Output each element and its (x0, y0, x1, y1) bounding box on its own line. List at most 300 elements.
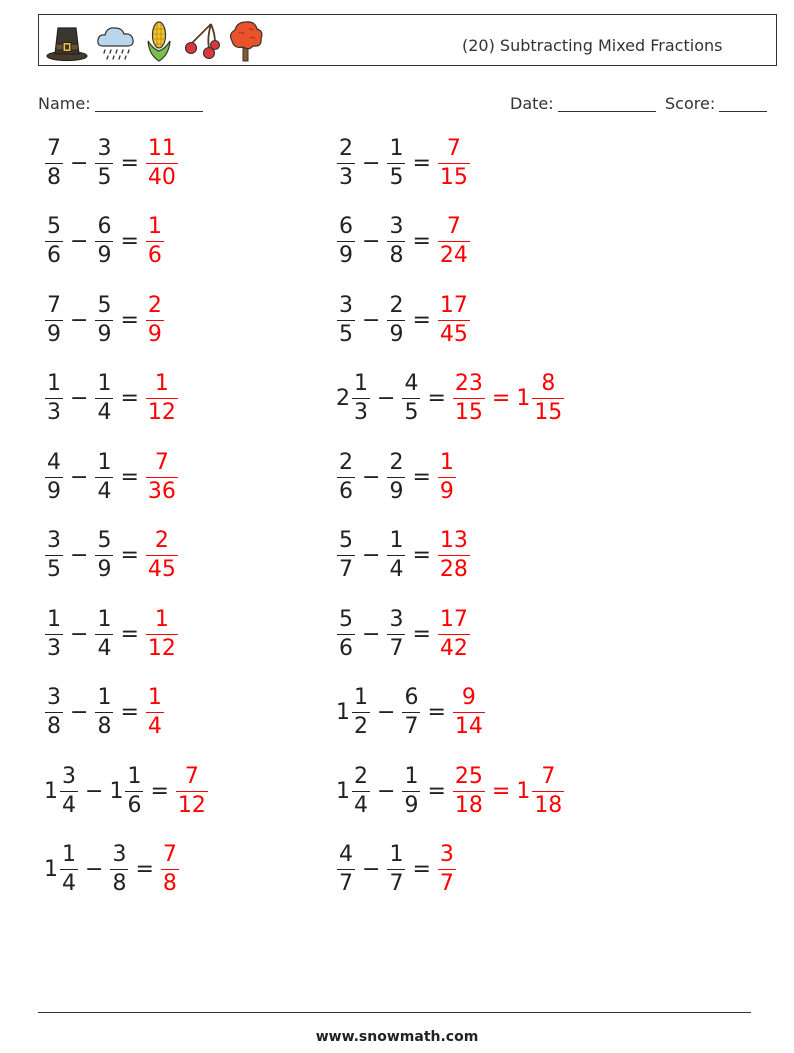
answer-numerator: 7 (184, 763, 199, 789)
answer-denominator: 6 (147, 243, 162, 268)
subtrahend-fraction (95, 292, 113, 347)
minuend-denominator: 4 (62, 792, 76, 818)
minuend-numerator: 1 (354, 685, 368, 710)
minuend-numerator: 1 (354, 371, 368, 396)
minus-sign: − (362, 464, 381, 490)
subtrahend-term (386, 216, 406, 267)
subtrahend-fraction (95, 687, 113, 738)
minuend-term (336, 606, 356, 661)
subtrahend-numerator: 6 (404, 685, 419, 710)
answer-numerator: 25 (454, 763, 483, 789)
answer-term (145, 530, 179, 581)
minuend-term (44, 687, 64, 738)
subtrahend-numerator: 1 (97, 449, 112, 475)
minuend-fraction (45, 449, 63, 504)
minuend-denominator: 3 (339, 164, 353, 190)
answer-denominator: 36 (147, 478, 176, 504)
answer-denominator: 24 (439, 243, 468, 268)
answer-equals-sign: = (491, 778, 511, 804)
equals-sign: = (412, 857, 431, 882)
name-field-line (95, 111, 203, 112)
minus-sign: − (362, 543, 381, 568)
problem-15 (44, 681, 165, 745)
subtrahend-denominator: 5 (389, 164, 404, 190)
minuend-term (336, 216, 356, 267)
score-field-line (719, 111, 767, 112)
minus-sign: − (85, 778, 104, 804)
subtrahend-fraction (95, 216, 113, 267)
subtrahend-term (94, 292, 114, 347)
problem-17 (44, 759, 209, 823)
minuend-whole: 2 (336, 386, 350, 411)
answer-mixed-fraction (532, 763, 564, 818)
subtrahend-term (386, 135, 406, 190)
subtrahend-denominator: 4 (389, 557, 404, 582)
subtrahend-denominator: 5 (404, 400, 419, 425)
score-label-text: Score: (665, 94, 716, 113)
answer-numerator: 13 (439, 528, 468, 553)
answer-term (437, 292, 471, 347)
answer (175, 763, 209, 818)
minuend-term (44, 373, 64, 424)
subtrahend-denominator: 9 (97, 557, 112, 582)
date-label (510, 94, 656, 113)
minuend-numerator: 3 (47, 685, 61, 710)
answer-fraction (146, 687, 164, 738)
name-label (38, 94, 203, 113)
minuend-term (44, 135, 64, 190)
answer (452, 373, 565, 424)
answer-mixed-whole: 1 (516, 778, 531, 804)
minuend-fraction (45, 292, 63, 347)
minus-sign: − (377, 700, 396, 725)
equals-sign: = (120, 386, 139, 411)
header-icons (45, 18, 265, 64)
minuend-numerator: 7 (47, 135, 61, 161)
minuend-term (44, 216, 64, 267)
answer-term (145, 687, 165, 738)
answer-denominator: 12 (147, 400, 176, 425)
answer-numerator: 17 (439, 606, 468, 632)
minuend-denominator: 3 (354, 400, 368, 425)
problem-6 (336, 288, 471, 352)
subtrahend-denominator: 6 (127, 792, 142, 818)
answer-denominator: 28 (439, 557, 468, 582)
answer-fraction (438, 844, 456, 895)
answer-denominator: 15 (454, 400, 483, 425)
answer-term (145, 449, 179, 504)
minus-sign: − (70, 229, 89, 254)
minuend-term (44, 530, 64, 581)
answer-fraction (453, 763, 485, 818)
minuend-fraction (45, 687, 63, 738)
minus-sign: − (70, 307, 89, 333)
subtrahend-denominator: 7 (389, 635, 404, 661)
minuend-denominator: 3 (47, 400, 61, 425)
answer (437, 844, 457, 895)
answer-term (175, 763, 209, 818)
equals-sign: = (412, 307, 431, 333)
subtrahend-denominator: 4 (97, 400, 112, 425)
answer-fraction (146, 449, 178, 504)
subtrahend-denominator: 8 (389, 243, 404, 268)
subtrahend-denominator: 9 (97, 243, 112, 268)
subtrahend-fraction (95, 135, 113, 190)
minuend-term (44, 763, 79, 818)
answer-term (160, 844, 180, 895)
problem-5 (44, 288, 165, 352)
minuend-term (336, 763, 371, 818)
answer-numerator: 9 (461, 685, 476, 710)
subtrahend-numerator: 4 (404, 371, 419, 396)
answer (452, 687, 486, 738)
minus-sign: − (70, 543, 89, 568)
minuend-term (336, 449, 356, 504)
answer-fraction (146, 373, 178, 424)
minuend-numerator: 2 (354, 763, 368, 789)
subtrahend-fraction (387, 449, 405, 504)
minuend-fraction (337, 844, 355, 895)
minuend-denominator: 8 (47, 164, 61, 190)
answer (437, 530, 471, 581)
minuend-fraction (45, 216, 63, 267)
subtrahend-term (386, 606, 406, 661)
subtrahend-numerator: 2 (389, 449, 404, 475)
problem-18 (336, 759, 565, 823)
subtrahend-fraction (387, 216, 405, 267)
subtrahend-term (386, 844, 406, 895)
minuend-denominator: 9 (47, 478, 61, 504)
minus-sign: − (70, 150, 89, 176)
minuend-numerator: 5 (339, 606, 353, 632)
equals-sign: = (120, 700, 139, 725)
subtrahend-numerator: 5 (97, 528, 112, 553)
equals-sign: = (120, 229, 139, 254)
answer-numerator: 7 (154, 449, 169, 475)
rain-cloud-icon (95, 20, 137, 62)
subtrahend-numerator: 3 (112, 842, 127, 867)
subtrahend-numerator: 1 (389, 528, 404, 553)
subtrahend-fraction (95, 606, 113, 661)
minuend-denominator: 6 (339, 478, 353, 504)
minuend-numerator: 2 (339, 135, 353, 161)
answer-mixed-numerator: 8 (541, 371, 556, 396)
minuend-fraction (337, 135, 355, 190)
answer (437, 606, 471, 661)
equals-sign: = (427, 778, 446, 804)
answer-fraction (438, 292, 470, 347)
minus-sign: − (377, 778, 396, 804)
answer-numerator: 2 (147, 292, 162, 318)
minuend-fraction (337, 449, 355, 504)
answer-fraction (176, 763, 208, 818)
answer-numerator: 7 (446, 135, 461, 161)
equals-sign: = (412, 464, 431, 490)
problem-16 (336, 681, 486, 745)
problem-9 (44, 445, 179, 509)
answer-term (437, 135, 471, 190)
minuend-fraction (337, 606, 355, 661)
answer (437, 135, 471, 190)
subtrahend-term (401, 687, 421, 738)
minuend-fraction (337, 216, 355, 267)
answer-term (145, 292, 165, 347)
subtrahend-whole: 1 (109, 778, 124, 804)
subtrahend-term (94, 687, 114, 738)
answer-numerator: 1 (154, 606, 169, 632)
subtrahend-denominator: 8 (112, 871, 127, 896)
minuend-term (44, 449, 64, 504)
answer-fraction (438, 606, 470, 661)
answer-term (145, 373, 179, 424)
minuend-fraction (45, 373, 63, 424)
answer (145, 530, 179, 581)
subtrahend-numerator: 1 (127, 763, 142, 789)
subtrahend-numerator: 1 (97, 371, 112, 396)
subtrahend-denominator: 5 (97, 164, 112, 190)
minuend-denominator: 5 (47, 557, 61, 582)
minuend-numerator: 5 (339, 528, 353, 553)
answer (145, 687, 165, 738)
answer-fraction (453, 373, 485, 424)
subtrahend-numerator: 2 (389, 292, 404, 318)
subtrahend-term (94, 530, 114, 581)
minuend-whole: 1 (44, 857, 58, 882)
answer-mixed-denominator: 15 (534, 400, 563, 425)
answer-term (437, 449, 457, 504)
cherries-icon (181, 20, 221, 62)
minuend-denominator: 4 (62, 871, 76, 896)
answer-numerator: 7 (446, 214, 461, 239)
subtrahend-numerator: 1 (389, 842, 404, 867)
answer-denominator: 15 (439, 164, 468, 190)
answer (145, 135, 179, 190)
subtrahend-numerator: 1 (404, 763, 419, 789)
problem-10 (336, 445, 457, 509)
subtrahend-numerator: 6 (97, 214, 112, 239)
minuend-term (336, 530, 356, 581)
name-label-text: Name: (38, 94, 91, 113)
equals-sign: = (412, 150, 431, 176)
answer-fraction (438, 530, 470, 581)
minus-sign: − (70, 621, 89, 647)
subtrahend-term (401, 373, 421, 424)
answer-term (437, 216, 471, 267)
minuend-numerator: 1 (47, 371, 61, 396)
minuend-term (336, 687, 371, 738)
answer (437, 216, 471, 267)
subtrahend-term (94, 216, 114, 267)
minuend-term (336, 373, 371, 424)
answer-numerator: 1 (147, 685, 162, 710)
answer-fraction (438, 135, 470, 190)
subtrahend-fraction (387, 530, 405, 581)
answer (145, 606, 179, 661)
answer-numerator: 7 (162, 842, 177, 867)
subtrahend-term (94, 606, 114, 661)
minuend-denominator: 2 (354, 714, 368, 739)
subtrahend-term (401, 763, 421, 818)
minus-sign: − (362, 621, 381, 647)
problem-11 (44, 524, 179, 588)
minus-sign: − (377, 386, 396, 411)
answer-numerator: 1 (439, 449, 454, 475)
minuend-term (336, 844, 356, 895)
minuend-denominator: 7 (339, 871, 353, 896)
answer-numerator: 23 (454, 371, 483, 396)
subtrahend-term (94, 449, 114, 504)
minuend-denominator: 6 (339, 635, 353, 661)
subtrahend-numerator: 1 (97, 685, 112, 710)
answer-mixed-fraction (532, 373, 564, 424)
minuend-denominator: 3 (47, 635, 61, 661)
date-label-text: Date: (510, 94, 554, 113)
minuend-term (336, 135, 356, 190)
problem-7 (44, 367, 179, 431)
subtrahend-denominator: 8 (97, 714, 112, 739)
answer-fraction (438, 216, 470, 267)
minus-sign: − (362, 307, 381, 333)
subtrahend-denominator: 9 (389, 478, 404, 504)
answer-fraction (453, 687, 485, 738)
problem-4 (336, 210, 471, 274)
minuend-fraction (337, 530, 355, 581)
answer-denominator: 45 (147, 557, 176, 582)
answer-denominator: 9 (147, 321, 162, 347)
minuend-denominator: 6 (47, 243, 61, 268)
minuend-term (44, 292, 64, 347)
answer-fraction (146, 606, 178, 661)
subtrahend-denominator: 4 (97, 478, 112, 504)
footer-divider (38, 1012, 751, 1013)
subtrahend-fraction (110, 844, 128, 895)
equals-sign: = (120, 543, 139, 568)
problem-12 (336, 524, 471, 588)
subtrahend-numerator: 3 (389, 214, 404, 239)
minuend-fraction (60, 844, 78, 895)
answer-term (437, 844, 457, 895)
subtrahend-denominator: 9 (389, 321, 404, 347)
problem-3 (44, 210, 165, 274)
answer-denominator: 12 (147, 635, 176, 661)
minuend-fraction (337, 292, 355, 347)
answer-term (452, 373, 486, 424)
problem-1 (44, 131, 179, 195)
problem-20 (336, 838, 457, 902)
problem-13 (44, 602, 179, 666)
equals-sign: = (120, 621, 139, 647)
subtrahend-numerator: 3 (389, 606, 404, 632)
problem-14 (336, 602, 471, 666)
subtrahend-term (109, 763, 144, 818)
subtrahend-denominator: 7 (389, 871, 404, 896)
minuend-fraction (45, 606, 63, 661)
worksheet-header (38, 14, 777, 66)
minuend-numerator: 3 (47, 528, 61, 553)
answer-fraction (146, 135, 178, 190)
answer-denominator: 8 (162, 871, 177, 896)
answer (145, 216, 165, 267)
answer-equals-sign: = (491, 386, 511, 411)
answer-mixed-denominator: 18 (534, 792, 563, 818)
answer-denominator: 4 (147, 714, 162, 739)
minuend-fraction (45, 530, 63, 581)
corn-icon (143, 19, 175, 63)
minuend-denominator: 9 (339, 243, 353, 268)
subtrahend-denominator: 9 (97, 321, 112, 347)
minuend-term (44, 606, 64, 661)
subtrahend-numerator: 3 (97, 135, 112, 161)
answer-term (145, 606, 179, 661)
subtrahend-fraction (387, 844, 405, 895)
answer-numerator: 11 (147, 135, 176, 161)
date-field-line (558, 111, 656, 112)
minuend-numerator: 4 (47, 449, 61, 475)
subtrahend-denominator: 7 (404, 714, 419, 739)
answer-denominator: 9 (439, 478, 454, 504)
answer-numerator: 3 (439, 842, 454, 867)
subtrahend-numerator: 1 (389, 135, 404, 161)
equals-sign: = (412, 543, 431, 568)
answer-term (437, 530, 471, 581)
minuend-whole: 1 (336, 778, 350, 804)
answer-denominator: 42 (439, 635, 468, 661)
minuend-fraction (45, 135, 63, 190)
minus-sign: − (70, 386, 89, 411)
minuend-numerator: 1 (47, 606, 61, 632)
minuend-denominator: 9 (47, 321, 61, 347)
equals-sign: = (150, 778, 169, 804)
minuend-term (44, 844, 79, 895)
worksheet-title: (20) Subtracting Mixed Fractions (462, 36, 723, 55)
minus-sign: − (85, 857, 104, 882)
autumn-tree-icon (227, 19, 265, 63)
equals-sign: = (427, 386, 446, 411)
answer-term (452, 763, 486, 818)
subtrahend-fraction (125, 763, 143, 818)
subtrahend-fraction (387, 135, 405, 190)
minuend-numerator: 7 (47, 292, 61, 318)
minuend-numerator: 1 (62, 842, 76, 867)
minuend-denominator: 5 (339, 321, 353, 347)
minuend-numerator: 4 (339, 842, 353, 867)
answer-fraction (146, 292, 164, 347)
minuend-whole: 1 (336, 700, 350, 725)
minuend-denominator: 8 (47, 714, 61, 739)
minuend-numerator: 3 (339, 292, 353, 318)
answer-term (145, 216, 165, 267)
equals-sign: = (120, 307, 139, 333)
answer-mixed-whole: 1 (516, 386, 531, 411)
equals-sign: = (412, 229, 431, 254)
minuend-numerator: 5 (47, 214, 61, 239)
minuend-denominator: 7 (339, 557, 353, 582)
answer-numerator: 2 (154, 528, 169, 553)
answer-denominator: 18 (454, 792, 483, 818)
answer (452, 763, 565, 818)
answer (160, 844, 180, 895)
answer-term (145, 135, 179, 190)
equals-sign: = (412, 621, 431, 647)
subtrahend-denominator: 4 (97, 635, 112, 661)
minuend-fraction (60, 763, 78, 818)
footer-url: www.snowmath.com (315, 1029, 479, 1045)
subtrahend-numerator: 5 (97, 292, 112, 318)
answer-denominator: 7 (439, 871, 454, 896)
minus-sign: − (362, 857, 381, 882)
answer-denominator: 14 (454, 714, 483, 739)
subtrahend-term (94, 135, 114, 190)
